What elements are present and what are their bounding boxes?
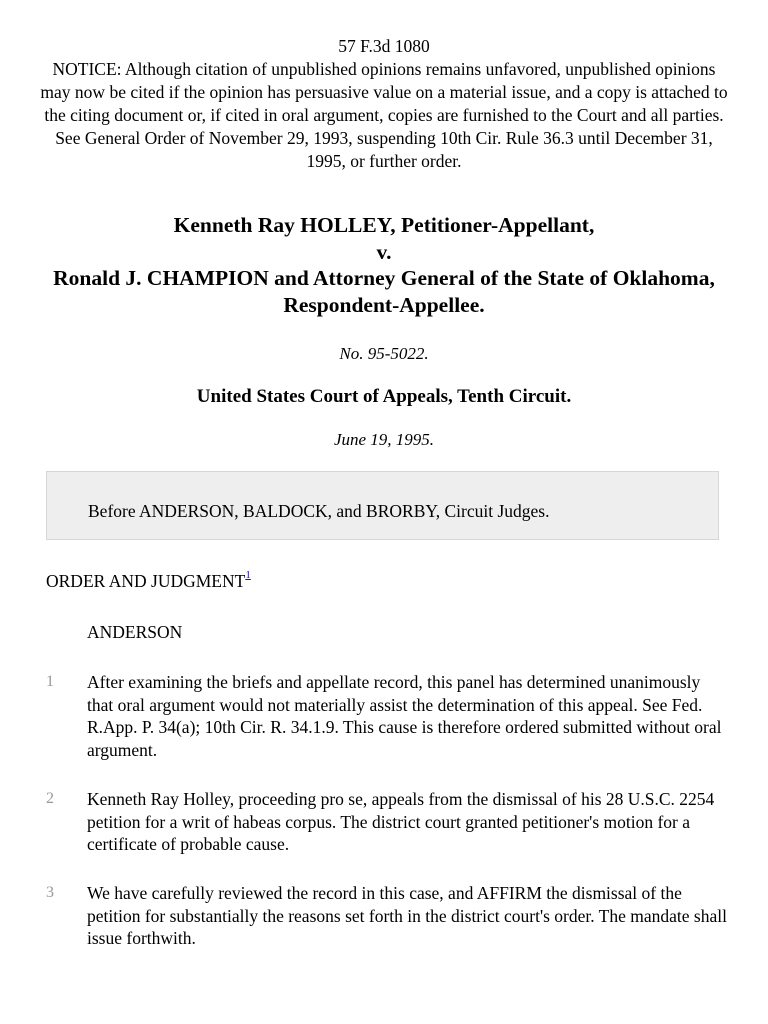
paragraph-number: 1 xyxy=(46,673,54,690)
court-name: United States Court of Appeals, Tenth Circuit. xyxy=(196,386,572,407)
paragraph-number: 3 xyxy=(46,884,54,901)
paragraph-number: 2 xyxy=(46,790,54,807)
paragraph-2 xyxy=(46,788,726,856)
paragraph-3 xyxy=(46,882,726,950)
footnote-marker xyxy=(245,569,251,581)
judges-panel-text: Before ANDERSON, BALDOCK, and BRORBY, Circuit Judges. xyxy=(88,501,550,521)
order-heading xyxy=(46,571,251,592)
respondent-name: Ronald J. CHAMPION and Attorney General of the State of Oklahoma, Respondent-Appellee. xyxy=(53,266,715,317)
decision-date: June 19, 1995. xyxy=(333,430,435,449)
paragraph-text: We have carefully reviewed the record in this case, and AFFIRM the dismissal of the petition for substantially the reasons set forth in the district court's order. The mandate shall issue forthwith. xyxy=(87,883,727,948)
case-caption xyxy=(30,212,738,318)
judges-panel-box xyxy=(46,471,719,540)
unpublished-notice: NOTICE: Although citation of unpublished opinions remains unfavored, unpublished opinions may now be cited if the opinion has persuasive value on a material issue, and a copy is attached to the citing document or, if cited in oral argument, copies are furnished to the Court and all parties. See General Order of November 29, 1993, suspending 10th Cir. Rule 36.3 until December 31, 1995, or further order. xyxy=(40,59,728,171)
docket-number: No. 95-5022. xyxy=(339,344,429,363)
versus-label: v. xyxy=(376,239,392,264)
footnote-link[interactable]: 1 xyxy=(245,569,251,581)
petitioner-name: Kenneth Ray HOLLEY, Petitioner-Appellant, xyxy=(173,213,595,237)
paragraph-text: Kenneth Ray Holley, proceeding pro se, appeals from the dismissal of his 28 U.S.C. 2254 petition for a writ of habeas corpus. The district court granted petitioner's motion for a certificate of probable cause. xyxy=(87,789,715,854)
document-header xyxy=(40,35,728,173)
paragraph-1 xyxy=(46,671,726,761)
opinion-author: ANDERSON xyxy=(87,622,183,642)
citation: 57 F.3d 1080 xyxy=(338,36,430,56)
order-title: ORDER AND JUDGMENT xyxy=(46,571,246,591)
paragraph-text: After examining the briefs and appellate record, this panel has determined unanimously that oral argument would not materially assist the determination of this appeal. See Fed. R.App. P. 34(a); 10th Cir. R. 34.1.9. This cause is therefore ordered submitted without oral argument. xyxy=(87,672,722,760)
